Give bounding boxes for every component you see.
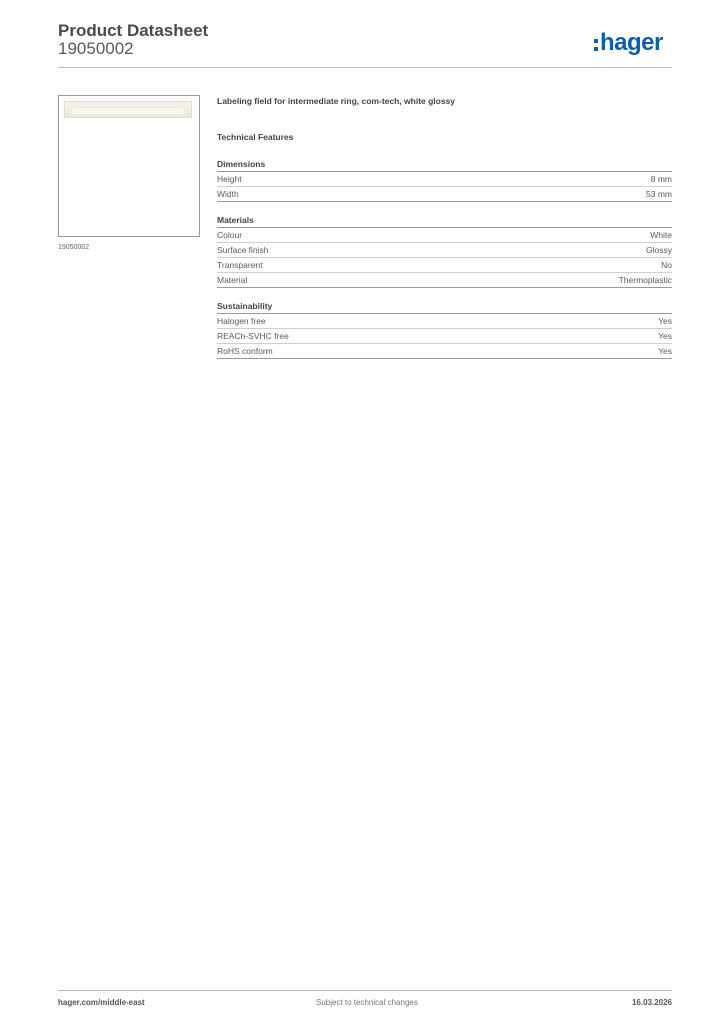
spec-label: Surface finish — [217, 245, 269, 255]
spec-label: Width — [217, 189, 239, 199]
product-image-caption: 19050002 — [58, 244, 90, 251]
section-title: Sustainability — [217, 300, 672, 314]
spec-row — [217, 273, 672, 288]
product-description: Labeling field for intermediate ring, com-tech, white glossy — [217, 96, 456, 106]
materials-section — [217, 214, 672, 288]
spec-label: Material — [217, 275, 248, 285]
logo-wordmark: hager — [600, 29, 663, 56]
spec-row — [217, 172, 672, 187]
spec-row — [217, 314, 672, 329]
spec-label: Height — [217, 174, 242, 184]
spec-value: Yes — [658, 346, 672, 356]
technical-features-heading: Technical Features — [217, 132, 294, 142]
header-divider — [58, 67, 672, 68]
spec-row — [217, 243, 672, 258]
section-title: Dimensions — [217, 158, 672, 172]
footer-divider — [58, 990, 672, 991]
footer-date: 16.03.2026 — [631, 998, 672, 1007]
hager-logo — [594, 28, 663, 58]
logo-dots-icon — [594, 39, 598, 51]
spec-label: Colour — [217, 230, 243, 240]
spec-row — [217, 329, 672, 344]
labeling-field-image — [64, 101, 192, 118]
spec-row — [217, 187, 672, 202]
spec-value: No — [661, 260, 672, 270]
footer-website-link[interactable]: hager.com/middle-east — [58, 998, 145, 1007]
footer-notice: Subject to technical changes — [316, 998, 418, 1007]
article-number: 19050002 — [58, 39, 134, 58]
spec-label: RoHS conform — [217, 346, 273, 356]
spec-label: REACh-SVHC free — [217, 331, 289, 341]
section-title: Materials — [217, 214, 672, 228]
spec-label: Transparent — [217, 260, 263, 270]
spec-value: 8 mm — [650, 174, 672, 184]
spec-value: 53 mm — [646, 189, 672, 199]
spec-row — [217, 228, 672, 243]
spec-row — [217, 344, 672, 359]
spec-row — [217, 258, 672, 273]
spec-value: Glossy — [646, 245, 672, 255]
product-image — [58, 95, 200, 237]
product-details — [217, 95, 672, 371]
spec-value: Yes — [658, 331, 672, 341]
spec-value: White — [650, 230, 672, 240]
sustainability-section — [217, 300, 672, 359]
dimensions-section — [217, 158, 672, 202]
spec-label: Halogen free — [217, 316, 266, 326]
spec-value: Thermoplastic — [618, 275, 672, 285]
page-title: Product Datasheet — [58, 21, 209, 40]
spec-value: Yes — [658, 316, 672, 326]
